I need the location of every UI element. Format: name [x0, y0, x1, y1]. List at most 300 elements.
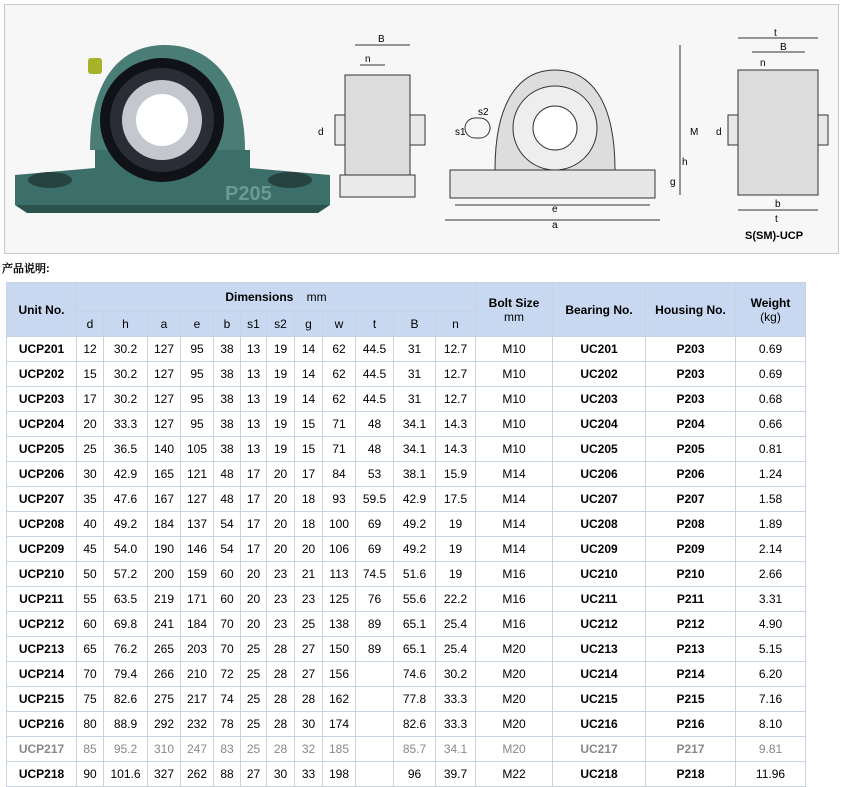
cell-weight: 2.66: [736, 562, 806, 587]
cell-b: 74: [214, 687, 241, 712]
cell-b: 70: [214, 612, 241, 637]
cell-e: 127: [181, 487, 214, 512]
cell-s2: 23: [267, 587, 295, 612]
cell-h: 88.9: [104, 712, 148, 737]
cell-b: 51.6: [394, 562, 436, 587]
cell-bearing: UC202: [553, 362, 646, 387]
cell-t: [356, 762, 394, 787]
cell-bearing: UC201: [553, 337, 646, 362]
cell-weight: 1.58: [736, 487, 806, 512]
cell-g: 33: [295, 762, 323, 787]
cell-bearing: UC217: [553, 737, 646, 762]
cell-a: 127: [148, 412, 181, 437]
cell-housing: P203: [646, 337, 736, 362]
cell-d: 90: [77, 762, 104, 787]
table-row: [7, 612, 806, 637]
cell-h: 79.4: [104, 662, 148, 687]
cell-d: 25: [77, 437, 104, 462]
cell-w: 156: [323, 662, 356, 687]
cell-t: 89: [356, 637, 394, 662]
dim-header: t: [356, 312, 394, 337]
weight-label: Weight: [750, 295, 791, 310]
cell-b: 54: [214, 512, 241, 537]
cell-b: 65.1: [394, 612, 436, 637]
cell-t: 69: [356, 512, 394, 537]
cell-e: 184: [181, 612, 214, 637]
dim-header: B: [394, 312, 436, 337]
cell-t: 44.5: [356, 387, 394, 412]
cell-weight: 1.89: [736, 512, 806, 537]
cell-e: 137: [181, 512, 214, 537]
cell-bolt: M14: [476, 487, 553, 512]
cell-b: 88: [214, 762, 241, 787]
cell-a: 127: [148, 362, 181, 387]
table-row: [7, 337, 806, 362]
cell-t: 89: [356, 612, 394, 637]
cell-g: 15: [295, 412, 323, 437]
dimensions-unit: mm: [306, 290, 327, 304]
cell-s1: 20: [241, 587, 267, 612]
cell-g: 14: [295, 362, 323, 387]
cell-bolt: M20: [476, 737, 553, 762]
cell-t: 76: [356, 587, 394, 612]
cell-g: 23: [295, 587, 323, 612]
cell-d: 85: [77, 737, 104, 762]
cell-unit: UCP210: [7, 562, 77, 587]
cell-bolt: M10: [476, 337, 553, 362]
cell-weight: 5.15: [736, 637, 806, 662]
cell-weight: 1.24: [736, 462, 806, 487]
cell-unit: UCP215: [7, 687, 77, 712]
cell-n: 19: [436, 562, 476, 587]
cell-h: 101.6: [104, 762, 148, 787]
cell-e: 247: [181, 737, 214, 762]
cell-b: 96: [394, 762, 436, 787]
header-weight: [736, 283, 806, 337]
cell-b: 72: [214, 662, 241, 687]
cell-n: 33.3: [436, 712, 476, 737]
label-b-right: b: [775, 199, 781, 210]
cell-bolt: M16: [476, 587, 553, 612]
cell-w: 138: [323, 612, 356, 637]
table-row: [7, 462, 806, 487]
cell-s1: 25: [241, 737, 267, 762]
dim-header: s1: [241, 312, 267, 337]
cell-t: 44.5: [356, 337, 394, 362]
label-s2: s2: [478, 107, 489, 118]
cell-w: 125: [323, 587, 356, 612]
cell-t: 69: [356, 537, 394, 562]
cell-n: 34.1: [436, 737, 476, 762]
table-row: [7, 412, 806, 437]
cell-b: 74.6: [394, 662, 436, 687]
label-s1: s1: [455, 127, 466, 138]
cell-b: 65.1: [394, 637, 436, 662]
cell-bearing: UC210: [553, 562, 646, 587]
cell-a: 310: [148, 737, 181, 762]
cell-a: 127: [148, 387, 181, 412]
cell-a: 167: [148, 487, 181, 512]
header-bolt-size: [476, 283, 553, 337]
cell-h: 47.6: [104, 487, 148, 512]
cell-g: 17: [295, 462, 323, 487]
cell-w: 150: [323, 637, 356, 662]
cell-h: 76.2: [104, 637, 148, 662]
label-B-right: B: [780, 42, 787, 53]
cell-d: 45: [77, 537, 104, 562]
label-g: g: [670, 177, 676, 188]
spec-table: [6, 282, 806, 787]
table-row: [7, 387, 806, 412]
cell-b: 60: [214, 587, 241, 612]
cell-n: 19: [436, 512, 476, 537]
cell-h: 82.6: [104, 687, 148, 712]
cell-a: 327: [148, 762, 181, 787]
cell-weight: 0.66: [736, 412, 806, 437]
cell-s1: 17: [241, 537, 267, 562]
cell-housing: P211: [646, 587, 736, 612]
cell-b: 31: [394, 387, 436, 412]
cell-weight: 0.69: [736, 337, 806, 362]
cell-w: 174: [323, 712, 356, 737]
label-h: h: [682, 157, 688, 168]
cell-e: 171: [181, 587, 214, 612]
cell-s1: 13: [241, 337, 267, 362]
cell-bolt: M16: [476, 562, 553, 587]
cell-g: 27: [295, 637, 323, 662]
cell-s2: 28: [267, 737, 295, 762]
cell-e: 95: [181, 337, 214, 362]
cell-b: 38: [214, 412, 241, 437]
cell-n: 19: [436, 537, 476, 562]
cell-g: 25: [295, 612, 323, 637]
cell-s2: 28: [267, 637, 295, 662]
cell-bolt: M22: [476, 762, 553, 787]
cell-w: 106: [323, 537, 356, 562]
cell-w: 198: [323, 762, 356, 787]
cell-e: 232: [181, 712, 214, 737]
cell-e: 146: [181, 537, 214, 562]
cell-g: 18: [295, 512, 323, 537]
cell-b: 85.7: [394, 737, 436, 762]
cell-b: 78: [214, 712, 241, 737]
cell-weight: 11.96: [736, 762, 806, 787]
cell-a: 275: [148, 687, 181, 712]
cell-b: 77.8: [394, 687, 436, 712]
cell-housing: P206: [646, 462, 736, 487]
cell-b: 54: [214, 537, 241, 562]
cell-bearing: UC212: [553, 612, 646, 637]
cell-bearing: UC214: [553, 662, 646, 687]
bolt-size-unit: mm: [504, 309, 524, 324]
cell-w: 62: [323, 337, 356, 362]
header-row-main: [7, 283, 806, 312]
cell-bearing: UC206: [553, 462, 646, 487]
cell-t: 74.5: [356, 562, 394, 587]
cell-n: 25.4: [436, 637, 476, 662]
cell-bearing: UC213: [553, 637, 646, 662]
label-n-right: n: [760, 58, 766, 69]
table-row: [7, 437, 806, 462]
cell-w: 71: [323, 412, 356, 437]
cell-s1: 25: [241, 637, 267, 662]
cell-h: 30.2: [104, 337, 148, 362]
cell-b: 49.2: [394, 537, 436, 562]
product-figure: [0, 0, 842, 258]
cell-s2: 20: [267, 487, 295, 512]
cell-n: 17.5: [436, 487, 476, 512]
cell-weight: 2.14: [736, 537, 806, 562]
cell-housing: P203: [646, 362, 736, 387]
cell-b: 31: [394, 362, 436, 387]
cell-d: 35: [77, 487, 104, 512]
cell-weight: 0.69: [736, 362, 806, 387]
cell-s1: 25: [241, 662, 267, 687]
cell-unit: UCP202: [7, 362, 77, 387]
cell-housing: P207: [646, 487, 736, 512]
cell-d: 60: [77, 612, 104, 637]
cell-g: 30: [295, 712, 323, 737]
cell-bolt: M14: [476, 537, 553, 562]
cell-h: 54.0: [104, 537, 148, 562]
cell-a: 200: [148, 562, 181, 587]
weight-unit: (kg): [760, 309, 781, 324]
cell-n: 30.2: [436, 662, 476, 687]
table-row: [7, 687, 806, 712]
label-a: a: [552, 220, 558, 231]
label-B: B: [378, 34, 385, 45]
cell-b: 42.9: [394, 487, 436, 512]
cell-weight: 0.68: [736, 387, 806, 412]
cell-unit: UCP205: [7, 437, 77, 462]
cell-s1: 20: [241, 612, 267, 637]
cell-a: 190: [148, 537, 181, 562]
dim-header: g: [295, 312, 323, 337]
cell-unit: UCP213: [7, 637, 77, 662]
cell-bolt: M20: [476, 662, 553, 687]
cell-bolt: M14: [476, 462, 553, 487]
cell-g: 27: [295, 662, 323, 687]
dim-header: b: [214, 312, 241, 337]
cell-h: 42.9: [104, 462, 148, 487]
cell-a: 241: [148, 612, 181, 637]
cell-t: [356, 687, 394, 712]
cell-n: 12.7: [436, 362, 476, 387]
cell-n: 15.9: [436, 462, 476, 487]
dim-header: e: [181, 312, 214, 337]
cell-b: 38.1: [394, 462, 436, 487]
cell-bolt: M16: [476, 612, 553, 637]
label-d-right: d: [716, 127, 722, 138]
cell-housing: P210: [646, 562, 736, 587]
cell-housing: P217: [646, 737, 736, 762]
cell-bearing: UC205: [553, 437, 646, 462]
cell-w: 113: [323, 562, 356, 587]
cell-unit: UCP212: [7, 612, 77, 637]
cell-unit: UCP218: [7, 762, 77, 787]
cell-s1: 17: [241, 512, 267, 537]
dim-header: d: [77, 312, 104, 337]
cell-d: 15: [77, 362, 104, 387]
cell-d: 20: [77, 412, 104, 437]
table-row: [7, 562, 806, 587]
header-unit-no: Unit No.: [7, 283, 77, 337]
label-d: d: [318, 127, 324, 138]
cell-d: 40: [77, 512, 104, 537]
cell-h: 33.3: [104, 412, 148, 437]
label-t-top: t: [774, 28, 777, 39]
cell-n: 12.7: [436, 387, 476, 412]
cell-unit: UCP214: [7, 662, 77, 687]
cell-bolt: M10: [476, 362, 553, 387]
dim-header: n: [436, 312, 476, 337]
cell-s1: 17: [241, 462, 267, 487]
cell-bearing: UC215: [553, 687, 646, 712]
cell-b: 48: [214, 487, 241, 512]
cell-b: 31: [394, 337, 436, 362]
cell-s2: 19: [267, 412, 295, 437]
cell-b: 82.6: [394, 712, 436, 737]
cell-a: 140: [148, 437, 181, 462]
cell-t: 48: [356, 412, 394, 437]
cell-s2: 30: [267, 762, 295, 787]
cell-s1: 25: [241, 687, 267, 712]
table-row: [7, 712, 806, 737]
cell-g: 18: [295, 487, 323, 512]
dim-header: a: [148, 312, 181, 337]
cell-t: [356, 737, 394, 762]
cell-b: 49.2: [394, 512, 436, 537]
cell-bolt: M10: [476, 387, 553, 412]
cell-s1: 27: [241, 762, 267, 787]
cell-weight: 6.20: [736, 662, 806, 687]
cell-s1: 13: [241, 387, 267, 412]
cell-w: 100: [323, 512, 356, 537]
cell-bolt: M20: [476, 637, 553, 662]
cell-s1: 20: [241, 562, 267, 587]
cell-n: 33.3: [436, 687, 476, 712]
cell-n: 39.7: [436, 762, 476, 787]
cell-w: 185: [323, 737, 356, 762]
header-dimensions: [77, 283, 476, 312]
cell-n: 22.2: [436, 587, 476, 612]
right-view-drawing: [716, 28, 828, 225]
table-row: [7, 662, 806, 687]
cell-bearing: UC207: [553, 487, 646, 512]
cell-n: 12.7: [436, 337, 476, 362]
cell-w: 71: [323, 437, 356, 462]
cell-bolt: M20: [476, 687, 553, 712]
table-row: [7, 737, 806, 762]
cell-n: 14.3: [436, 437, 476, 462]
cell-g: 14: [295, 387, 323, 412]
table-row: [7, 362, 806, 387]
header-bearing-no: Bearing No.: [553, 283, 646, 337]
cell-bearing: UC203: [553, 387, 646, 412]
cell-w: 162: [323, 687, 356, 712]
cell-g: 20: [295, 537, 323, 562]
cell-s2: 28: [267, 712, 295, 737]
table-row: [7, 587, 806, 612]
cell-e: 95: [181, 412, 214, 437]
cell-weight: 9.81: [736, 737, 806, 762]
cell-b: 38: [214, 437, 241, 462]
cell-t: [356, 662, 394, 687]
cell-g: 15: [295, 437, 323, 462]
cell-s2: 28: [267, 662, 295, 687]
cell-s2: 19: [267, 437, 295, 462]
cell-d: 50: [77, 562, 104, 587]
cell-d: 80: [77, 712, 104, 737]
cell-t: [356, 712, 394, 737]
cell-w: 93: [323, 487, 356, 512]
cell-e: 210: [181, 662, 214, 687]
cell-housing: P203: [646, 387, 736, 412]
cell-s1: 17: [241, 487, 267, 512]
cell-s1: 13: [241, 412, 267, 437]
bolt-size-label: Bolt Size: [488, 295, 540, 310]
cell-b: 38: [214, 337, 241, 362]
cell-b: 38: [214, 362, 241, 387]
cell-b: 38: [214, 387, 241, 412]
cell-weight: 8.10: [736, 712, 806, 737]
cell-bolt: M10: [476, 437, 553, 462]
cell-d: 12: [77, 337, 104, 362]
cell-t: 53: [356, 462, 394, 487]
cell-a: 219: [148, 587, 181, 612]
cell-s2: 23: [267, 612, 295, 637]
label-e: e: [552, 204, 558, 215]
cell-b: 60: [214, 562, 241, 587]
cell-e: 217: [181, 687, 214, 712]
cell-housing: P209: [646, 537, 736, 562]
cell-weight: 3.31: [736, 587, 806, 612]
label-n: n: [365, 54, 371, 65]
cell-e: 95: [181, 387, 214, 412]
header-housing-no: Housing No.: [646, 283, 736, 337]
cell-housing: P218: [646, 762, 736, 787]
cell-weight: 4.90: [736, 612, 806, 637]
figure-caption: S(SM)-UCP: [745, 230, 804, 242]
cell-a: 165: [148, 462, 181, 487]
cell-e: 203: [181, 637, 214, 662]
table-row: [7, 637, 806, 662]
cell-bearing: UC208: [553, 512, 646, 537]
cell-e: 121: [181, 462, 214, 487]
cell-housing: P213: [646, 637, 736, 662]
cell-s2: 20: [267, 462, 295, 487]
cell-a: 184: [148, 512, 181, 537]
cell-a: 266: [148, 662, 181, 687]
cell-unit: UCP216: [7, 712, 77, 737]
table-row: [7, 537, 806, 562]
cell-unit: UCP217: [7, 737, 77, 762]
table-row: [7, 487, 806, 512]
cell-e: 262: [181, 762, 214, 787]
cell-w: 62: [323, 362, 356, 387]
cell-s2: 19: [267, 362, 295, 387]
dimensions-label: Dimensions: [225, 290, 294, 304]
cell-b: 34.1: [394, 412, 436, 437]
cell-weight: 7.16: [736, 687, 806, 712]
cell-bolt: M10: [476, 412, 553, 437]
label-M: M: [690, 127, 699, 138]
cell-housing: P208: [646, 512, 736, 537]
cell-weight: 0.81: [736, 437, 806, 462]
cell-housing: P204: [646, 412, 736, 437]
section-label: 产品说明:: [2, 263, 50, 275]
cell-b: 34.1: [394, 437, 436, 462]
